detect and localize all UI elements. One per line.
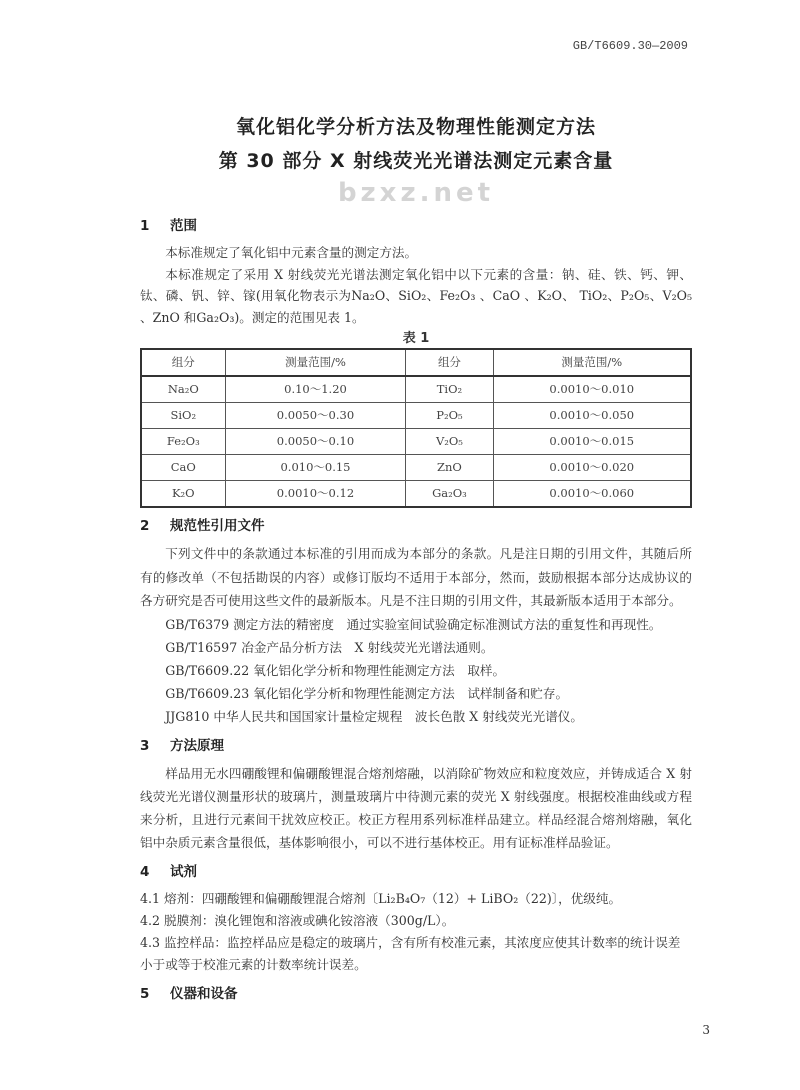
table-row xyxy=(141,481,691,508)
reference-item: JJG810 中华人民共和国国家计量检定规程 波长色散 X 射线荧光光谱仪。 xyxy=(165,708,583,724)
section-heading-3 xyxy=(140,736,692,756)
section-number: 3 xyxy=(140,737,150,754)
range-cell: 0.010～0.15 xyxy=(225,455,406,481)
section-title: 范围 xyxy=(170,218,197,234)
reagent-item: 4.3 监控样品：监控样品应是稳定的玻璃片，含有所有校准元素，其浓度应使其计数率的统计误差小于或等于校准元素的计数率统计误差。 xyxy=(140,934,681,972)
principle-paragraph: 样品用无水四硼酸锂和偏硼酸锂混合熔剂熔融，以消除矿物效应和粒度效应，并铸成适合 X 射线荧光光谱仪测量形状的玻璃片，测量玻璃片中待测元素的荧光 X 射线强度。根据校准曲线或方程来分析，且进行元素间干扰效应校正。校正方程用系列标准样品建立。样品经混合熔剂熔融，氧化铝中杂质元素含量很低，基体影响很小，可以不进行基体校正。用有证标准样品验证。 xyxy=(140,765,692,850)
section-title: 试剂 xyxy=(170,863,197,880)
reagent-item: 4.2 脱膜剂：溴化锂饱和溶液或碘化铵溶液（300g/L）。 xyxy=(140,912,455,928)
section-heading-5 xyxy=(140,984,692,1004)
scope-paragraph-2: 本标准规定了采用 X 射线荧光光谱法测定氧化铝中以下元素的含量：钠、硅、铁、钙、钾、钛、磷、钒、锌、镓(用氧化物表示为Na₂O、SiO₂、Fe₂O₃ 、CaO 、K₂O、 TiO₂、P₂O₅、V₂O₅ 、ZnO 和Ga₂O₃)。测定的范围见表 1。 xyxy=(140,266,692,325)
component-cell: SiO₂ xyxy=(141,403,225,429)
section-number: 1 xyxy=(140,218,150,234)
normative-intro: 下列文件中的条款通过本标准的引用而成为本部分的条款。凡是注日期的引用文件，其随后所有的修改单（不包括勘误的内容）或修订版均不适用于本部分，然而，鼓励根据本部分达成协议的各方研究是否可使用这些文件的最新版本。凡是不注日期的引用文件，其最新版本适用于本部分。 xyxy=(140,546,692,608)
range-cell: 0.0010～0.015 xyxy=(493,429,691,455)
reference-item: GB/T6609.22 氧化铝化学分析和物理性能测定方法 取样。 xyxy=(165,662,506,678)
measurement-range-table xyxy=(140,348,692,508)
range-cell: 0.0010～0.060 xyxy=(493,481,691,508)
page-number: 3 xyxy=(702,1022,710,1037)
range-cell: 0.0050～0.10 xyxy=(225,429,406,455)
table-header: 组分 xyxy=(141,349,225,376)
table-row xyxy=(141,455,691,481)
reference-item: GB/T6609.23 氧化铝化学分析和物理性能测定方法 试样制备和贮存。 xyxy=(165,685,569,701)
section-heading-1 xyxy=(140,216,692,236)
table-header: 测量范围/% xyxy=(493,349,691,376)
table-row xyxy=(141,376,691,403)
section-number: 5 xyxy=(140,985,150,1002)
component-cell: CaO xyxy=(141,455,225,481)
table-header: 组分 xyxy=(406,349,493,376)
section-number: 2 xyxy=(140,518,150,534)
range-cell: 0.10～1.20 xyxy=(225,376,406,403)
reagent-item: 4.1 熔剂：四硼酸锂和偏硼酸锂混合熔剂〔Li₂B₄O₇（12）+ LiBO₂（22)〕，优级纯。 xyxy=(140,890,622,906)
document-body xyxy=(140,110,710,1038)
component-cell: P₂O₅ xyxy=(406,403,493,429)
range-cell: 0.0050～0.30 xyxy=(225,403,406,429)
section-title: 规范性引用文件 xyxy=(170,518,265,534)
component-cell: Ga₂O₃ xyxy=(406,481,493,508)
section-title: 仪器和设备 xyxy=(170,985,238,1002)
reference-item: GB/T16597 冶金产品分析方法 X 射线荧光光谱法通则。 xyxy=(165,639,494,655)
doc-title-line1: 氧化铝化学分析方法及物理性能测定方法 xyxy=(235,116,596,138)
range-cell: 0.0010～0.010 xyxy=(493,376,691,403)
range-cell: 0.0010～0.020 xyxy=(493,455,691,481)
table-row xyxy=(141,403,691,429)
section-number: 4 xyxy=(140,863,150,880)
component-cell: V₂O₅ xyxy=(406,429,493,455)
table-row xyxy=(141,429,691,455)
section-heading-4 xyxy=(140,862,692,882)
component-cell: ZnO xyxy=(406,455,493,481)
component-cell: Fe₂O₃ xyxy=(141,429,225,455)
section-title: 方法原理 xyxy=(170,737,224,754)
component-cell: TiO₂ xyxy=(406,376,493,403)
table-caption: 表 1 xyxy=(402,331,430,346)
document-number: GB/T6609.30—2009 xyxy=(572,39,688,53)
range-cell: 0.0010～0.12 xyxy=(225,481,406,508)
watermark: bzxz.net xyxy=(337,178,495,208)
reference-item: GB/T6379 测定方法的精密度 通过实验室间试验确定标准测试方法的重复性和再现性。 xyxy=(165,616,662,632)
table-header: 测量范围/% xyxy=(225,349,406,376)
range-cell: 0.0010～0.050 xyxy=(493,403,691,429)
component-cell: Na₂O xyxy=(141,376,225,403)
section-heading-2 xyxy=(140,516,692,536)
doc-title-line2: 第 30 部分 X 射线荧光光谱法测定元素含量 xyxy=(218,150,614,172)
scope-paragraph-1: 本标准规定了氧化铝中元素含量的测定方法。 xyxy=(165,245,418,260)
component-cell: K₂O xyxy=(141,481,225,508)
table-header-row xyxy=(141,349,691,376)
